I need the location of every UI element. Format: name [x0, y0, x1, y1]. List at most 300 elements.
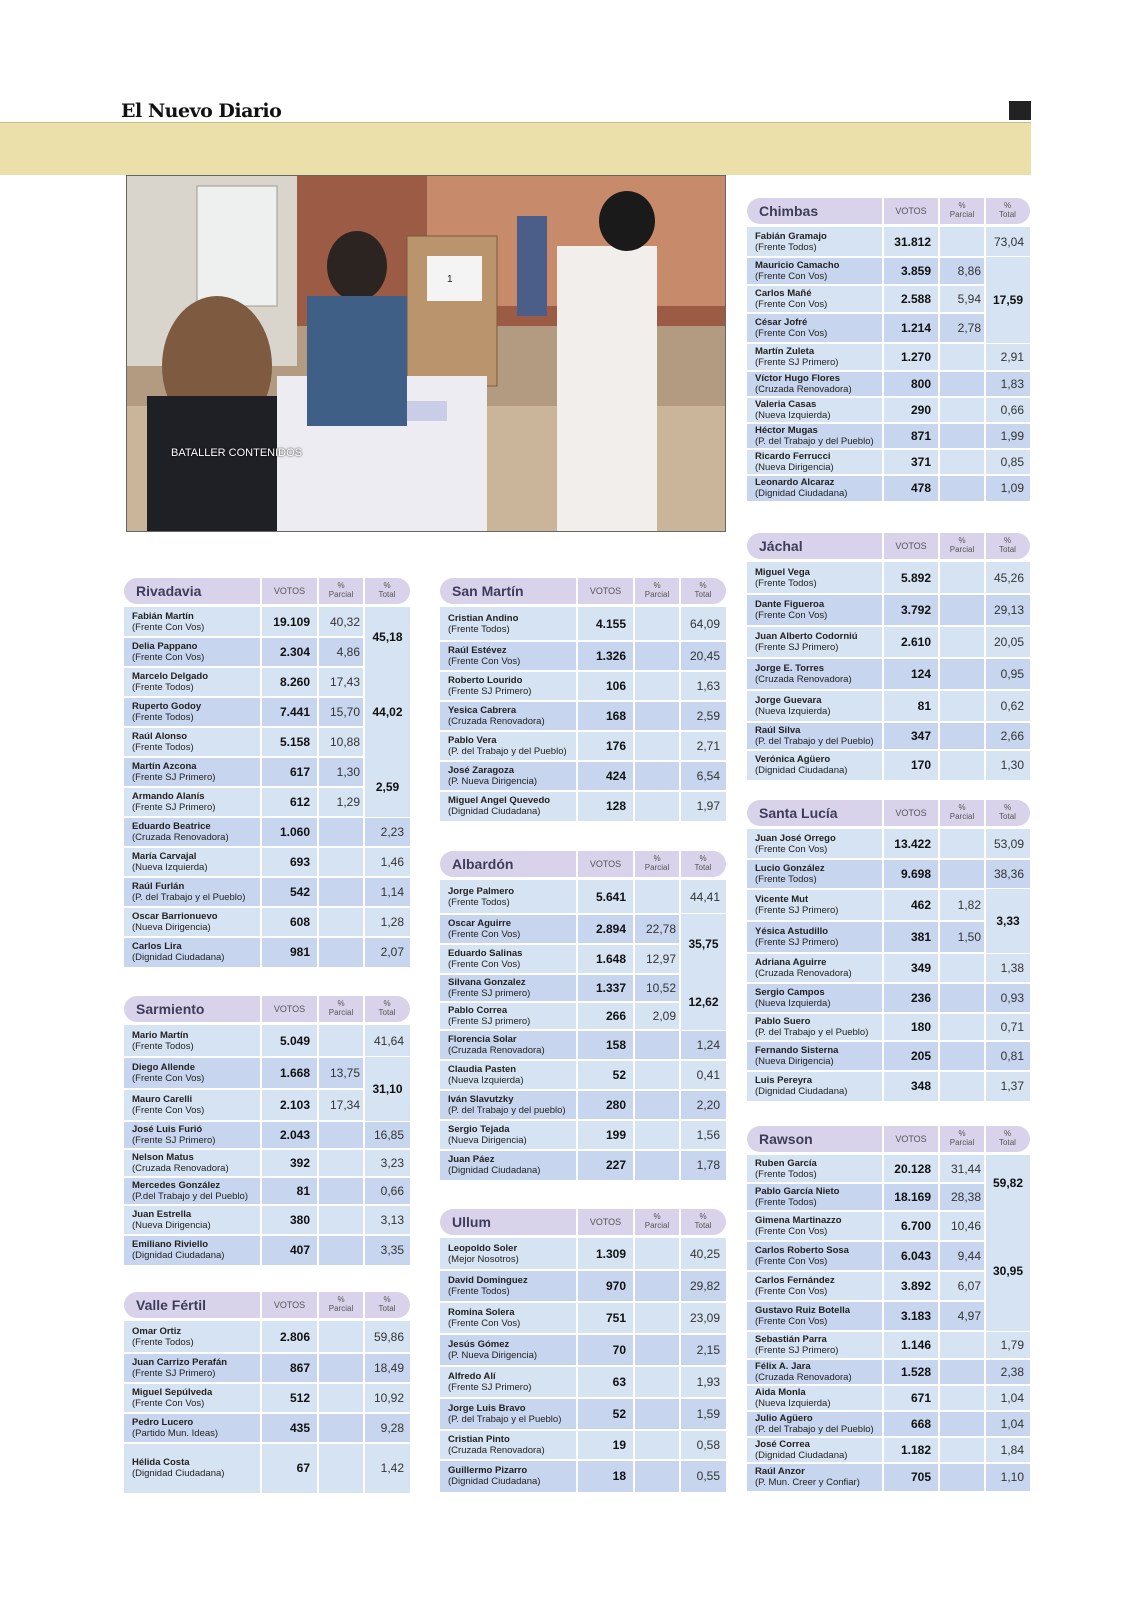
candidate-name: Romina Solera — [448, 1307, 515, 1318]
table-row — [747, 829, 1030, 859]
votes-value: 5.641 — [595, 890, 626, 904]
parcial-column-header: % Parcial — [644, 581, 670, 599]
party-name: (Frente SJ Primero) — [448, 1382, 532, 1393]
party-name: (Frente Todos) — [755, 1197, 817, 1208]
table-row — [747, 953, 1030, 983]
candidate-cell — [755, 695, 879, 717]
candidate-name: Sebastián Parra — [755, 1334, 827, 1345]
column-divider — [938, 562, 940, 780]
row-divider — [440, 790, 726, 792]
total-value: 1,10 — [1000, 1470, 1024, 1484]
department-name: Sarmiento — [136, 1001, 205, 1017]
candidate-cell — [448, 1034, 573, 1056]
row-divider — [124, 936, 410, 938]
party-name: (Frente Todos) — [132, 1337, 194, 1348]
votes-column-header: VOTOS — [589, 859, 622, 869]
candidate-name: Cristian Pinto — [448, 1434, 510, 1445]
votes-value: 2.304 — [279, 645, 310, 659]
candidate-cell — [755, 1245, 879, 1267]
candidate-name: Valeria Casas — [755, 399, 817, 410]
table-row — [747, 594, 1030, 626]
party-name: (Nueva Dirigencia) — [755, 462, 834, 473]
row-divider — [747, 1040, 1030, 1042]
party-name: (Frente Todos) — [755, 242, 817, 253]
parcial-value: 22,78 — [645, 922, 676, 936]
total-value: 3,23 — [380, 1156, 404, 1170]
parcial-value: 13,75 — [329, 1066, 360, 1080]
votes-value: 199 — [605, 1128, 626, 1142]
candidate-name: Armando Alanís — [132, 791, 205, 802]
candidate-name: Eduardo Beatrice — [132, 821, 211, 832]
total-value: 1,63 — [696, 679, 720, 693]
parcial-value: 17,43 — [329, 675, 360, 689]
total-value: 41,64 — [373, 1034, 404, 1048]
total-value: 0,95 — [1000, 667, 1024, 681]
candidate-name: Leopoldo Soler — [448, 1243, 518, 1254]
results-table-albardon — [440, 851, 726, 1180]
row-divider — [440, 1397, 726, 1399]
table-row — [440, 1334, 726, 1366]
row-divider — [747, 1436, 1030, 1438]
party-name: (Cruzada Renovadora) — [755, 1372, 852, 1383]
table-row — [124, 1353, 410, 1383]
total-value: 0,85 — [1000, 455, 1024, 469]
candidate-name: Mauricio Camacho — [755, 260, 840, 271]
table-row — [124, 1177, 410, 1205]
candidate-cell — [755, 425, 879, 447]
department-name: San Martín — [452, 583, 524, 599]
party-name: (Nueva Izquierda) — [448, 1075, 524, 1086]
total-column-header: % Total — [694, 854, 712, 872]
row-divider — [747, 858, 1030, 860]
votes-value: 9.698 — [900, 867, 931, 881]
parcial-column-header: % Parcial — [949, 803, 975, 821]
candidate-cell — [448, 977, 573, 999]
table-row — [440, 1030, 726, 1060]
party-name: (Frente Todos) — [132, 682, 194, 693]
candidate-cell — [132, 1062, 257, 1084]
votes-value: 8.260 — [279, 675, 310, 689]
party-name: (Frente Todos) — [448, 897, 510, 908]
party-name: (Frente SJ Primero) — [132, 1135, 216, 1146]
votes-value: 542 — [289, 885, 310, 899]
total-value: 29,82 — [689, 1279, 720, 1293]
row-divider — [440, 1459, 726, 1461]
candidate-cell — [755, 663, 879, 685]
row-divider — [747, 370, 1030, 372]
row-divider — [747, 625, 1030, 627]
candidate-name: Juan Estrella — [132, 1209, 192, 1220]
candidate-name: Guillermo Pizarro — [448, 1465, 528, 1476]
party-name: (Frente Con Vos) — [448, 929, 521, 940]
merged-total-value: 30,95 — [986, 1211, 1030, 1331]
party-name: (Frente Con Vos) — [448, 656, 521, 667]
total-value: 1,84 — [1000, 1443, 1024, 1457]
column-divider — [938, 829, 940, 1101]
parcial-value: 10,52 — [645, 981, 676, 995]
candidate-cell — [132, 851, 257, 873]
merged-total-value: 44,02 — [365, 667, 410, 757]
candidate-cell — [755, 260, 879, 282]
table-header — [747, 533, 1030, 559]
votes-value: 424 — [605, 769, 626, 783]
party-name: (Frente Con Vos) — [448, 1318, 521, 1329]
party-name: (Frente Todos) — [132, 742, 194, 753]
candidate-name: Claudia Pasten — [448, 1064, 517, 1075]
votes-value: 1.182 — [900, 1443, 931, 1457]
merged-total-value: 3,33 — [986, 889, 1030, 953]
votes-value: 19.109 — [273, 615, 310, 629]
total-column-header: % Total — [378, 581, 396, 599]
votes-value: 668 — [910, 1417, 931, 1431]
row-divider — [747, 448, 1030, 450]
votes-value: 18.169 — [894, 1190, 931, 1204]
table-row — [747, 397, 1030, 423]
candidate-cell — [132, 1387, 257, 1409]
candidate-name: Roberto Lourido — [448, 675, 523, 686]
candidate-cell — [132, 1357, 257, 1379]
candidate-cell — [448, 1005, 573, 1027]
total-value: 1,24 — [696, 1038, 720, 1052]
table-row — [747, 1013, 1030, 1041]
votes-value: 2.894 — [595, 922, 626, 936]
candidate-cell — [132, 1180, 257, 1202]
table-row — [440, 880, 726, 914]
party-name: (Cruzada Renovadora) — [448, 1045, 545, 1056]
votes-value: 617 — [289, 765, 310, 779]
results-table-valle-fertil — [124, 1292, 410, 1493]
table-row — [440, 1150, 726, 1180]
parcial-value: 1,50 — [957, 930, 981, 944]
candidate-name: Jorge Guevara — [755, 695, 822, 706]
candidate-name: Yésica Astudillo — [755, 926, 829, 937]
votes-value: 1.146 — [900, 1338, 931, 1352]
column-divider — [317, 1321, 319, 1493]
votes-column-header: VOTOS — [895, 541, 927, 551]
table-row — [440, 1302, 726, 1334]
candidate-cell — [448, 795, 573, 817]
total-value: 29,13 — [993, 603, 1024, 617]
candidate-name: Alfredo Alí — [448, 1371, 496, 1382]
parcial-value: 4,97 — [957, 1309, 981, 1323]
table-row — [747, 1071, 1030, 1101]
total-value: 0,66 — [380, 1184, 404, 1198]
votes-value: 2.043 — [279, 1128, 310, 1142]
party-name: (Cruzada Renovadora) — [755, 674, 852, 685]
table-row — [747, 750, 1030, 780]
total-value: 1,79 — [1000, 1338, 1024, 1352]
party-name: (Frente Con Vos) — [755, 271, 828, 282]
table-header — [747, 800, 1030, 826]
row-divider — [747, 474, 1030, 476]
row-divider — [440, 700, 726, 702]
parcial-value: 4,86 — [336, 645, 360, 659]
votes-value: 349 — [910, 961, 931, 975]
table-row — [124, 1413, 410, 1443]
row-divider — [440, 760, 726, 762]
candidate-cell — [755, 863, 879, 885]
candidate-name: Omar Ortiz — [132, 1326, 182, 1337]
column-divider — [984, 829, 986, 1101]
party-name: (Frente SJ Primero) — [755, 937, 839, 948]
department-name: Ullum — [452, 1214, 491, 1230]
department-name: Chimbas — [759, 203, 819, 219]
candidate-name: César Jofré — [755, 317, 808, 328]
column-divider — [576, 1238, 578, 1492]
total-value: 1,99 — [1000, 429, 1024, 443]
votes-value: 800 — [910, 377, 931, 391]
table-row — [440, 1398, 726, 1430]
party-name: (Dignidad Ciudadana) — [448, 806, 541, 817]
candidate-cell — [755, 317, 879, 339]
row-divider — [747, 657, 1030, 659]
table-row — [747, 658, 1030, 690]
parcial-column-header: % Parcial — [949, 536, 975, 554]
votes-column-header: VOTOS — [589, 586, 622, 596]
candidate-cell — [132, 761, 257, 783]
candidate-cell — [448, 765, 573, 787]
candidate-cell — [448, 1307, 573, 1329]
votes-value: 970 — [605, 1279, 626, 1293]
row-divider — [440, 1119, 726, 1121]
candidate-name: Luis Pereyra — [755, 1075, 813, 1086]
candidate-cell — [755, 1275, 879, 1297]
row-divider — [440, 640, 726, 642]
total-value: 1,56 — [696, 1128, 720, 1142]
total-value: 2,59 — [696, 709, 720, 723]
candidate-name: Ruperto Godoy — [132, 701, 202, 712]
table-body — [747, 829, 1030, 1101]
party-name: (Frente Con Vos) — [755, 1316, 828, 1327]
table-body — [124, 607, 410, 967]
column-divider — [576, 880, 578, 1180]
merged-total-value: 35,75 — [681, 914, 726, 974]
row-divider — [440, 1269, 726, 1271]
total-value: 16,85 — [373, 1128, 404, 1142]
column-divider — [679, 1238, 681, 1492]
votes-value: 3.792 — [900, 603, 931, 617]
votes-value: 2.610 — [900, 635, 931, 649]
row-divider — [747, 1070, 1030, 1072]
votes-value: 266 — [605, 1009, 626, 1023]
parcial-value: 8,86 — [957, 264, 981, 278]
party-name: (Frente SJ Primero) — [755, 1345, 839, 1356]
candidate-cell — [755, 1186, 879, 1208]
candidate-name: Raúl Furlán — [132, 881, 185, 892]
party-name: (P. del Trabajo y el Pueblo) — [132, 892, 246, 903]
column-divider — [260, 607, 262, 967]
candidate-name: Oscar Barrionuevo — [132, 911, 218, 922]
party-name: (Cruzada Renovadora) — [755, 968, 852, 979]
votes-value: 751 — [605, 1311, 626, 1325]
candidate-cell — [448, 948, 573, 970]
page-corner-marker — [1009, 101, 1031, 120]
votes-value: 2.588 — [900, 292, 931, 306]
candidate-name: Nelson Matus — [132, 1152, 194, 1163]
row-divider — [124, 906, 410, 908]
votes-value: 18 — [612, 1469, 626, 1483]
total-value: 0,93 — [1000, 991, 1024, 1005]
candidate-cell — [755, 894, 879, 916]
candidate-cell — [132, 1417, 257, 1439]
table-row — [747, 626, 1030, 658]
total-value: 3,35 — [380, 1243, 404, 1257]
table-row — [440, 731, 726, 761]
total-column-header: % Total — [378, 999, 396, 1017]
candidate-name: Carlos Lira — [132, 941, 182, 952]
parcial-column-header: % Parcial — [644, 1212, 670, 1230]
merged-total-value: 31,10 — [365, 1057, 410, 1121]
candidate-name: Hélida Costa — [132, 1457, 190, 1468]
column-divider — [633, 607, 635, 821]
candidate-cell — [755, 1439, 879, 1461]
candidate-cell — [755, 987, 879, 1009]
votes-value: 128 — [605, 799, 626, 813]
table-row — [124, 817, 410, 847]
parcial-value: 2,09 — [652, 1009, 676, 1023]
column-divider — [260, 1025, 262, 1265]
parcial-column-header: % Parcial — [644, 854, 670, 872]
row-divider — [747, 1012, 1030, 1014]
party-name: (Nueva Dirigencia) — [448, 1135, 527, 1146]
party-name: (Cruzada Renovadora) — [132, 1163, 229, 1174]
votes-value: 20.128 — [894, 1162, 931, 1176]
total-value: 1,14 — [380, 885, 404, 899]
votes-value: 52 — [612, 1068, 626, 1082]
votes-value: 512 — [289, 1391, 310, 1405]
column-divider — [882, 562, 884, 780]
total-value: 0,58 — [696, 1438, 720, 1452]
party-name: (Frente SJ Primero) — [755, 642, 839, 653]
row-divider — [124, 1148, 410, 1150]
votes-column-header: VOTOS — [895, 808, 927, 818]
row-divider — [747, 422, 1030, 424]
department-name: Albardón — [452, 856, 514, 872]
row-divider — [747, 1384, 1030, 1386]
table-row — [440, 1120, 726, 1150]
table-row — [747, 1385, 1030, 1411]
table-row — [124, 1149, 410, 1177]
party-name: (P. Nueva Dirigencia) — [448, 1350, 538, 1361]
table-header — [747, 198, 1030, 224]
total-value: 0,71 — [1000, 1020, 1024, 1034]
candidate-name: Juan José Orrego — [755, 833, 836, 844]
candidate-name: José Luis Furió — [132, 1124, 203, 1135]
party-name: (Cruzada Renovadora) — [755, 384, 852, 395]
candidate-name: Lucio González — [755, 863, 825, 874]
party-name: (P. del Trabajo y del pueblo) — [448, 1105, 566, 1116]
party-name: (Cruzada Renovadora) — [448, 716, 545, 727]
votes-value: 693 — [289, 855, 310, 869]
party-name: (Frente SJ Primero) — [132, 772, 216, 783]
total-value: 1,59 — [696, 1407, 720, 1421]
table-row — [124, 1383, 410, 1413]
row-divider — [440, 1429, 726, 1431]
votes-value: 871 — [910, 429, 931, 443]
votes-value: 1.060 — [279, 825, 310, 839]
table-row — [440, 1430, 726, 1460]
candidate-cell — [132, 1094, 257, 1116]
table-header — [440, 851, 726, 877]
party-name: (Frente Todos) — [755, 874, 817, 885]
parcial-column-header: % Parcial — [328, 1295, 354, 1313]
candidate-name: Aida Monla — [755, 1387, 806, 1398]
table-row — [747, 1041, 1030, 1071]
candidate-cell — [448, 1403, 573, 1425]
total-value: 53,09 — [993, 837, 1024, 851]
total-value: 38,36 — [993, 867, 1024, 881]
votes-value: 1.309 — [595, 1247, 626, 1261]
party-name: (Frente Con Vos) — [132, 622, 205, 633]
candidate-cell — [132, 821, 257, 843]
table-header — [124, 996, 410, 1022]
votes-value: 4.155 — [595, 617, 626, 631]
candidate-name: Jorge Luis Bravo — [448, 1403, 526, 1414]
party-name: (Nueva Izquierda) — [132, 862, 208, 873]
total-value: 0,66 — [1000, 403, 1024, 417]
parcial-value: 1,82 — [957, 898, 981, 912]
row-divider — [124, 1382, 410, 1384]
total-value: 2,66 — [1000, 729, 1024, 743]
candidate-cell — [755, 477, 879, 499]
candidate-name: Leonardo Alcaraz — [755, 477, 835, 488]
total-value: 18,49 — [373, 1361, 404, 1375]
table-row — [747, 859, 1030, 889]
candidate-cell — [132, 941, 257, 963]
votes-value: 462 — [910, 898, 931, 912]
table-row — [747, 1463, 1030, 1491]
votes-value: 70 — [612, 1343, 626, 1357]
votes-value: 671 — [910, 1391, 931, 1405]
total-value: 1,83 — [1000, 377, 1024, 391]
candidate-cell — [755, 599, 879, 621]
row-divider — [124, 1204, 410, 1206]
parcial-value: 40,32 — [329, 615, 360, 629]
candidate-name: Pablo Correa — [448, 1005, 508, 1016]
party-name: (Nueva Dirigencia) — [132, 1220, 211, 1231]
votes-value: 1.337 — [595, 981, 626, 995]
votes-value: 67 — [296, 1461, 310, 1475]
candidate-name: Jorge E. Torres — [755, 663, 824, 674]
votes-value: 612 — [289, 795, 310, 809]
table-body — [440, 607, 726, 821]
total-value: 0,41 — [696, 1068, 720, 1082]
candidate-cell — [755, 1334, 879, 1356]
candidate-cell — [448, 705, 573, 727]
party-name: (Frente Todos) — [755, 1169, 817, 1180]
party-name: (Frente Con Vos) — [755, 844, 828, 855]
row-divider — [440, 730, 726, 732]
candidate-cell — [755, 1045, 879, 1067]
candidate-name: Juan Páez — [448, 1154, 495, 1165]
votes-column-header: VOTOS — [273, 1004, 306, 1014]
candidate-cell — [448, 1371, 573, 1393]
party-name: (Nueva Izquierda) — [755, 410, 831, 421]
total-value: 2,91 — [1000, 350, 1024, 364]
table-header — [124, 1292, 410, 1318]
party-name: (P. Nueva Dirigencia) — [448, 776, 538, 787]
candidate-name: Fernando Sisterna — [755, 1045, 839, 1056]
total-value: 1,04 — [1000, 1417, 1024, 1431]
candidate-cell — [448, 1243, 573, 1265]
column-divider — [938, 227, 940, 501]
total-value: 64,09 — [689, 617, 720, 631]
party-name: (Nueva Izquierda) — [755, 1398, 831, 1409]
candidate-name: Delia Pappano — [132, 641, 198, 652]
total-value: 44,41 — [689, 890, 720, 904]
department-name: Santa Lucía — [759, 805, 838, 821]
table-row — [440, 641, 726, 671]
